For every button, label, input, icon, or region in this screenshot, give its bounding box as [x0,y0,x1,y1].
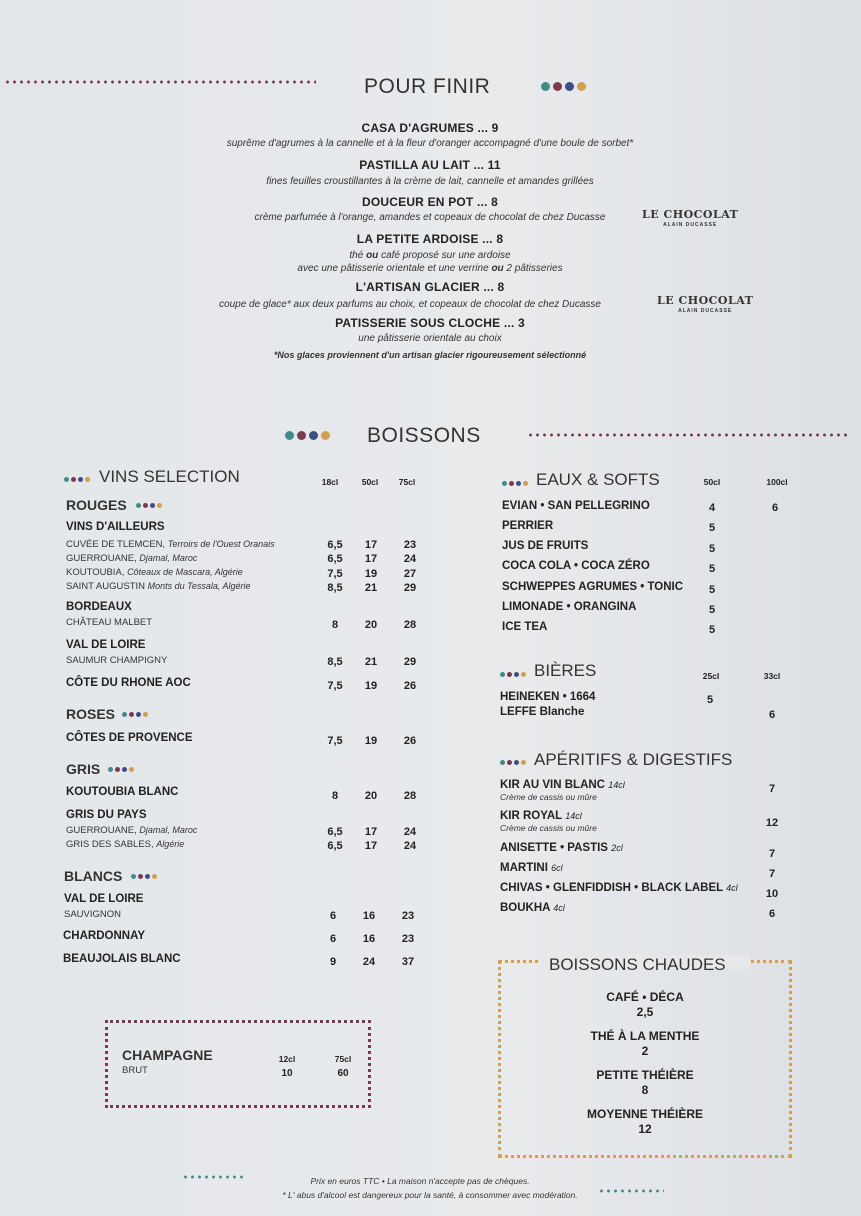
price: 6 [329,910,337,922]
aperitif-row: BOUKHA 4cl [500,902,565,914]
mini-dots [500,760,526,765]
soft-row: EVIAN • SAN PELLEGRINO [502,500,650,512]
section-title-desserts: POUR FINIR [364,75,491,98]
dessert-name: PATISSERIE SOUS CLOCHE ... 3 [335,316,525,330]
col-header: 18cl [321,477,339,487]
dessert-desc: avec une pâtisserie orientale et une verrine ou 2 pâtisseries [297,263,563,274]
price: 12 [765,817,779,829]
price: 6,5 [327,826,343,838]
price: 23 [401,933,415,945]
price: 7 [768,868,776,880]
price: 16 [362,910,376,922]
price: 5 [708,584,716,596]
wine-group: VAL DE LOIRE [66,639,146,651]
price: 37 [401,956,415,968]
wine-row: CÔTE DU RHONE AOC [66,677,191,689]
color-dots [541,82,586,91]
wine-group: VAL DE LOIRE [64,893,144,905]
col-header: 75cl [334,1054,352,1064]
aperitifs-title: APÉRITIFS & DIGESTIFS [534,750,733,769]
aperitif-note: Crème de cassis ou mûre [500,823,597,833]
price: 6,5 [327,840,343,852]
price: 20 [364,790,378,802]
price: 21 [364,582,378,594]
soft-row: COCA COLA • COCA ZÉRO [502,560,650,572]
mini-dots [131,874,157,879]
price: 6 [768,908,776,920]
price: 27 [403,568,417,580]
category-blancs: BLANCS [64,868,123,884]
beer-row: LEFFE Blanche [500,706,585,718]
footer-line2: * L' abus d'alcool est dangereux pour la santé, à consommer avec modération. [282,1190,578,1200]
price: 23 [401,910,415,922]
mini-dots [500,672,526,677]
aperitif-row: KIR AU VIN BLANC 14cl [500,779,625,791]
category-rouges: ROUGES [66,497,127,513]
mini-dots [64,477,90,482]
wine-row: CHÂTEAU MALBET [66,617,153,628]
col-header: 100cl [766,477,788,487]
aperitif-row: KIR ROYAL 14cl [500,810,582,822]
dessert-name: PASTILLA AU LAIT ... 11 [359,158,501,172]
price: 24 [403,840,417,852]
price: 6 [771,502,779,514]
wine-row: GRIS DES SABLES, Algérie [66,839,185,850]
wine-group: BORDEAUX [66,601,132,613]
price: 8 [331,790,339,802]
price: 7,5 [327,735,343,747]
price: 9 [329,956,337,968]
price: 6 [768,709,776,721]
dessert-desc: suprême d'agrumes à la cannelle et à la fleur d'oranger accompagné d'une boule de sorbet* [226,138,634,149]
price: 10 [765,888,779,900]
wine-row: GUERROUANE, Djamal, Maroc [66,825,198,836]
col-header: 12cl [278,1054,296,1064]
divider-dots [4,80,316,84]
price: 21 [364,656,378,668]
ice-cream-note: *Nos glaces proviennent d'un artisan glacier rigoureusement sélectionné [273,350,587,360]
wine-row: CÔTES DE PROVENCE [66,732,193,744]
dessert-name: CASA D'AGRUMES ... 9 [361,121,499,135]
price: 17 [364,539,378,551]
champagne-brut: BRUT [122,1065,148,1076]
soft-row: SCHWEPPES AGRUMES • TONIC [502,581,684,593]
dessert-desc: fines feuilles croustillantes à la crème de lait, cannelle et amandes grillées [266,176,594,187]
hot-row: MOYENNE THÉIÈRE 12 [586,1107,703,1136]
price: 23 [403,539,417,551]
price: 19 [364,680,378,692]
dessert-desc: thé ou café proposé sur une ardoise [349,250,511,261]
soft-row: PERRIER [502,520,554,532]
divider-dots [527,433,849,437]
wine-row: CHARDONNAY [63,930,145,942]
price: 8 [331,619,339,631]
col-header: 33cl [763,671,781,681]
price: 4 [708,502,716,514]
hot-drinks-title: BOISSONS CHAUDES [549,955,726,974]
wine-row: GUERROUANE, Djamal, Maroc [66,553,198,564]
wine-row: KOUTOUBIA, Côteaux de Mascara, Algérie [66,567,243,578]
price: 17 [364,826,378,838]
dessert-desc: coupe de glace* aux deux parfums au choix, et copeaux de chocolat de chez Ducasse [219,299,601,310]
price: 24 [403,553,417,565]
aperitif-row: CHIVAS • GLENFIDDISH • BLACK LABEL 4cl [500,882,738,894]
price: 5 [708,624,716,636]
price: 7,5 [327,568,343,580]
color-dots [285,431,330,440]
price: 28 [403,790,417,802]
dessert-desc: crème parfumée à l'orange, amandes et copeaux de chocolat de chez Ducasse [254,212,606,223]
hot-row: CAFÉ • DÉCA 2,5 [606,990,684,1019]
price: 28 [403,619,417,631]
wine-group: VINS D'AILLEURS [66,521,165,533]
price: 5 [708,604,716,616]
price: 29 [403,656,417,668]
price: 10 [281,1068,293,1079]
price: 26 [403,680,417,692]
price: 24 [362,956,376,968]
soft-row: LIMONADE • ORANGINA [502,601,637,613]
dessert-name: L'ARTISAN GLACIER ... 8 [355,280,505,294]
price: 17 [364,840,378,852]
mini-dots [108,767,134,772]
softs-title: EAUX & SOFTS [536,470,660,489]
price: 8,5 [327,656,343,668]
le-chocolat-logo: LE CHOCOLAT ALAIN DUCASSE [642,208,739,228]
aperitif-row: ANISETTE • PASTIS 2cl [500,842,623,854]
wine-row: SAINT AUGUSTIN Monts du Tessala, Algérie [66,581,251,592]
price: 26 [403,735,417,747]
col-header: 50cl [703,477,721,487]
price: 6 [329,933,337,945]
price: 5 [708,543,716,555]
price: 7,5 [327,680,343,692]
dessert-name: DOUCEUR EN POT ... 8 [361,195,499,209]
col-header: 25cl [702,671,720,681]
price: 6,5 [327,553,343,565]
price: 19 [364,568,378,580]
price: 16 [362,933,376,945]
wines-title: VINS SELECTION [99,467,240,486]
wine-row: CUVÉE DE TLEMCEN, Terroirs de l'Ouest Oranais [66,539,275,550]
mini-dots [502,481,528,486]
mini-dots [122,712,148,717]
beers-title: BIÈRES [534,661,597,680]
col-header: 50cl [361,477,379,487]
wine-row: SAUMUR CHAMPIGNY [66,655,168,666]
footer-dots [182,1175,244,1179]
wine-row: BEAUJOLAIS BLANC [63,953,181,965]
price: 5 [708,522,716,534]
dessert-desc: une pâtisserie orientale au choix [358,333,502,344]
price: 20 [364,619,378,631]
price: 17 [364,553,378,565]
wine-group: GRIS DU PAYS [66,809,147,821]
soft-row: JUS DE FRUITS [502,540,589,552]
aperitif-note: Crème de cassis ou mûre [500,792,597,802]
footer-dots [598,1189,664,1193]
footer-line1: Prix en euros TTC • La maison n'accepte pas de chèques. [310,1176,530,1186]
price: 5 [708,563,716,575]
mini-dots [136,503,162,508]
champagne-title: CHAMPAGNE [122,1047,213,1063]
hot-row: PETITE THÉIÈRE 8 [596,1068,694,1097]
price: 7 [768,783,776,795]
soft-row: ICE TEA [502,621,548,633]
price: 19 [364,735,378,747]
col-header: 75cl [398,477,416,487]
price: 6,5 [327,539,343,551]
price: 60 [337,1068,349,1079]
dessert-name: LA PETITE ARDOISE ... 8 [356,232,504,246]
price: 7 [768,848,776,860]
category-gris: GRIS [66,761,101,777]
price: 5 [706,694,714,706]
section-title-drinks: BOISSONS [367,424,481,447]
champagne-box [105,1020,371,1108]
hot-row: THÉ À LA MENTHE 2 [590,1029,700,1058]
aperitif-row: MARTINI 6cl [500,862,563,874]
price: 29 [403,582,417,594]
price: 8,5 [327,582,343,594]
wine-row: SAUVIGNON [64,909,122,920]
beer-row: HEINEKEN • 1664 [500,691,596,703]
price: 24 [403,826,417,838]
category-roses: ROSES [66,706,116,722]
wine-row: KOUTOUBIA BLANC [66,786,179,798]
le-chocolat-logo: LE CHOCOLAT ALAIN DUCASSE [657,294,754,314]
